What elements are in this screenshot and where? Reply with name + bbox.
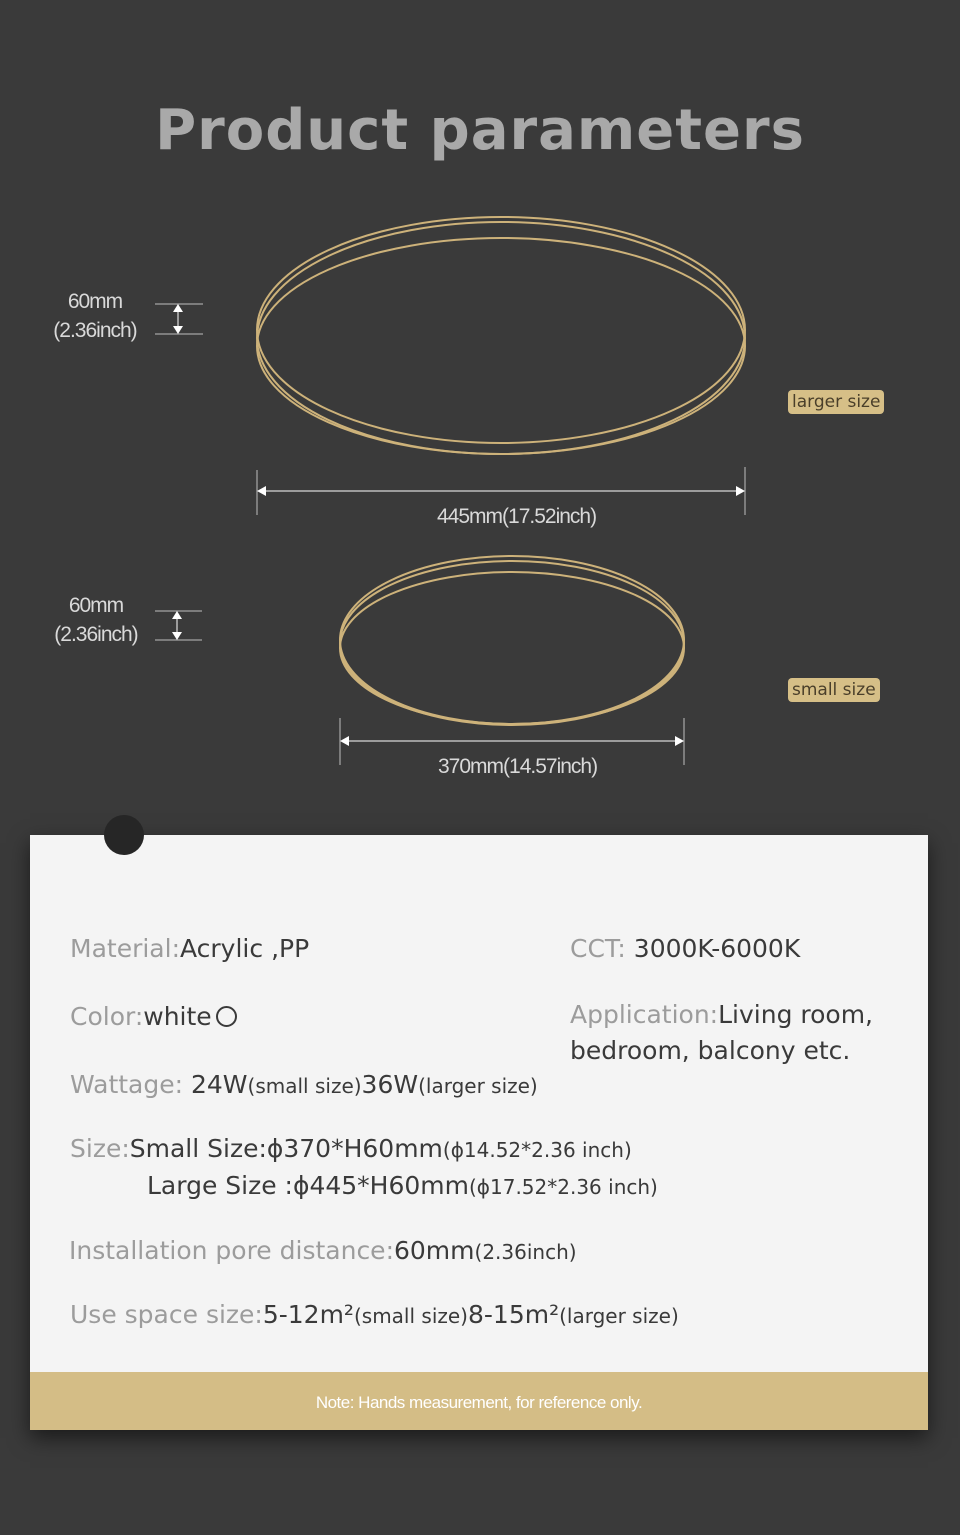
small-width-label: 370mm(14.57inch) (438, 755, 598, 778)
card-hole (104, 815, 144, 855)
note-bar: Note: Hands measurement, for reference only. (30, 1372, 928, 1430)
large-lamp-outline (257, 217, 745, 443)
large-height-label: 60mm (2.36inch) (53, 290, 137, 342)
size-row: Size:Small Size:ϕ370*H60mm(ϕ14.52*2.36 inch) Large Size :ϕ445*H60mm(ϕ17.52*2.36 inch) (70, 1134, 658, 1200)
page-title: Product parameters (155, 98, 805, 163)
application-row: Application:Living room, bedroom, balcony etc. (570, 1000, 874, 1065)
wattage-row: Wattage: 24W(small size)36W(larger size) (70, 1070, 538, 1099)
cct-row: CCT: 3000K-6000K (570, 934, 801, 963)
small-height-label: 60mm (2.36inch) (54, 594, 138, 646)
pore-distance-row: Installation pore distance:60mm(2.36inch) (69, 1236, 577, 1265)
large-width-label: 445mm(17.52inch) (437, 505, 597, 528)
color-row: Color:white (70, 999, 237, 1035)
material-row: Material:Acrylic ,PP (70, 934, 310, 963)
use-space-row: Use space size:5-12m²(small size)8-15m²(larger size) (70, 1300, 679, 1329)
large-size-badge: larger size (788, 390, 884, 414)
spec-card (30, 835, 928, 1430)
small-lamp-outline (340, 556, 684, 724)
small-size-badge: small size (788, 678, 880, 702)
circle-icon (216, 1006, 237, 1027)
